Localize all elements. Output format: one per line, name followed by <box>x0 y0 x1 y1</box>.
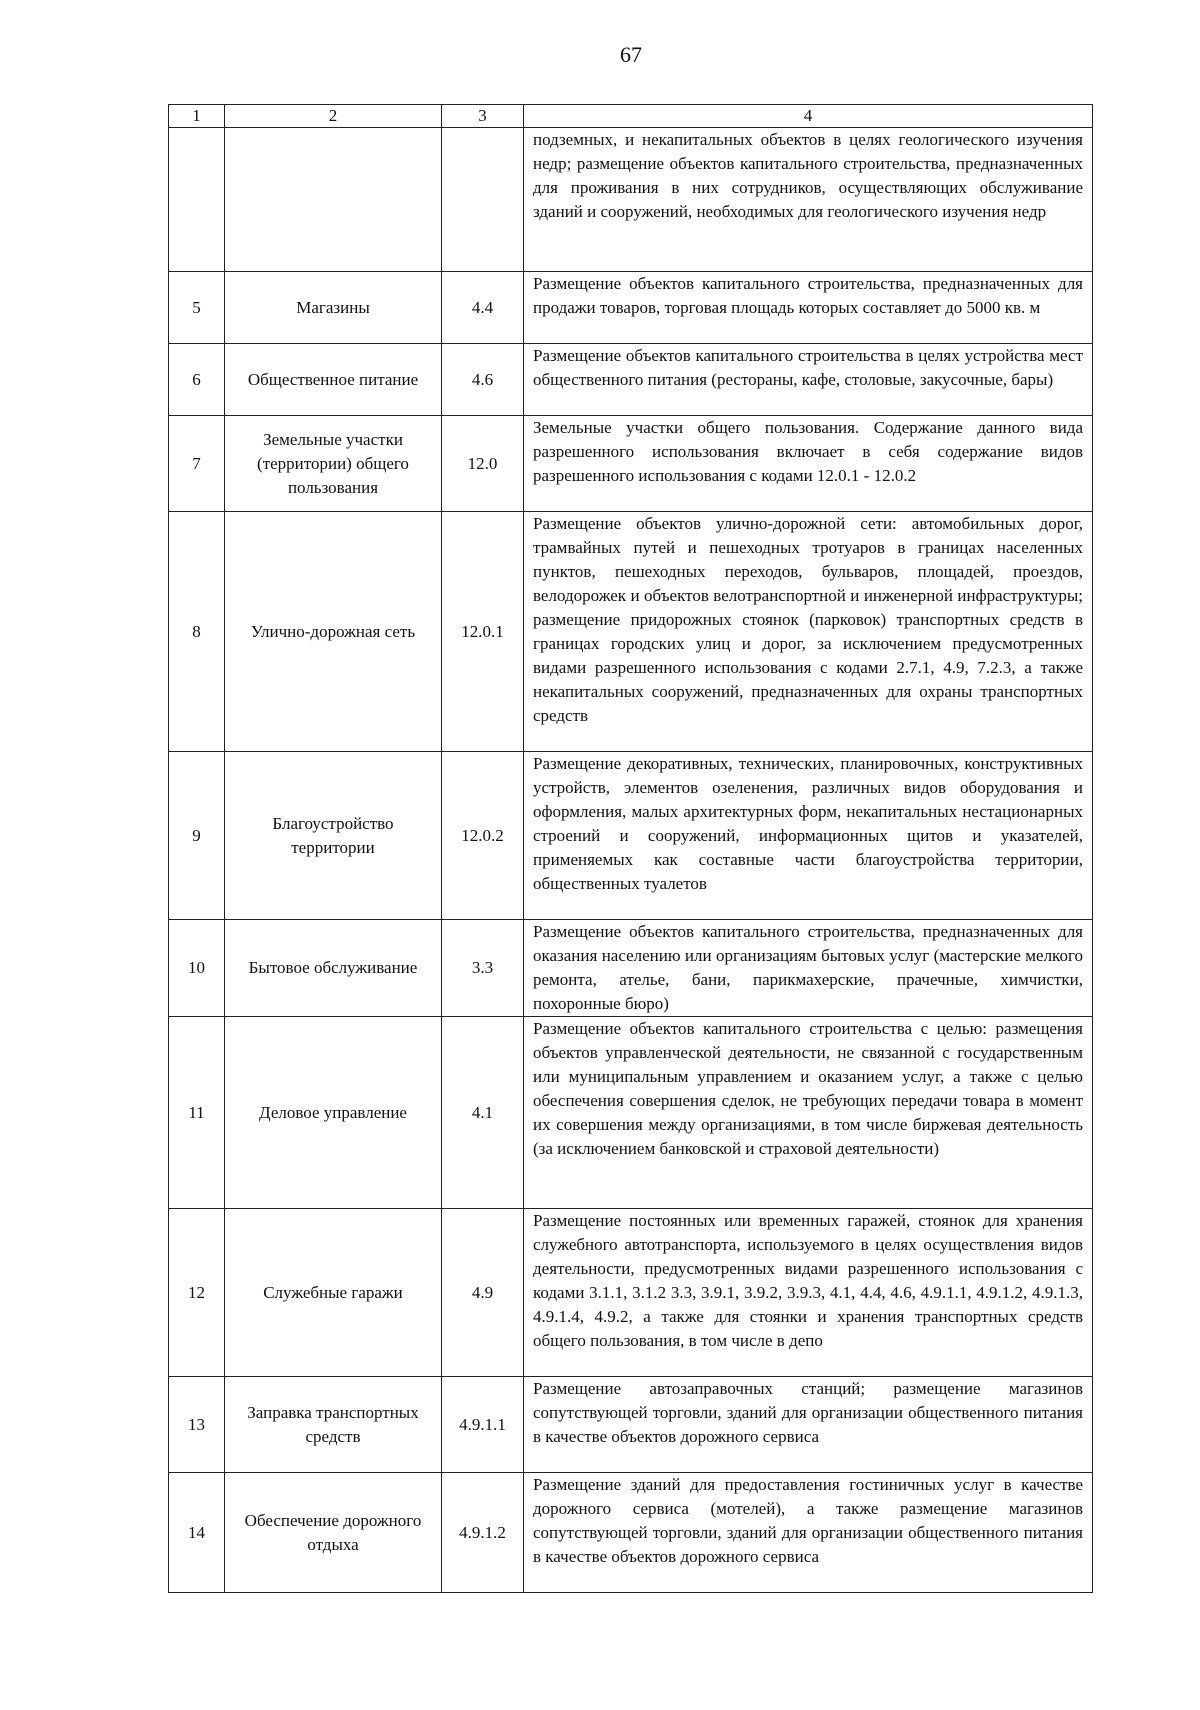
use-type-name: Магазины <box>225 272 442 344</box>
use-type-description: Размещение объектов капитального строительства, предназначенных для продажи товаров, торговая площадь которых составляет до 5000 кв. м <box>524 272 1093 344</box>
use-type-description: Размещение объектов капитального строительства с целью: размещения объектов управленческой деятельности, не связанной с государственным или муниципальным управлением и оказанием услуг, а также с целью обеспечения совершения сделок, не требующих передачи товара в момент их совершения между организациями, в том числе биржевая деятельность (за исключением банковской и страховой деятельности) <box>524 1017 1093 1209</box>
row-number: 8 <box>169 512 225 752</box>
use-type-name <box>225 128 442 272</box>
use-type-code: 12.0.1 <box>442 512 524 752</box>
use-type-name: Заправка транспортных средств <box>225 1377 442 1473</box>
row-number: 14 <box>169 1473 225 1593</box>
use-type-name: Земельные участки (территории) общего пользования <box>225 416 442 512</box>
use-type-description: Размещение объектов капитального строительства, предназначенных для оказания населению или организациям бытовых услуг (мастерские мелкого ремонта, ателье, бани, парикмахерские, прачечные, химчистки, похоронные бюро) <box>524 920 1093 1017</box>
use-type-code: 4.6 <box>442 344 524 416</box>
use-type-code: 4.9.1.2 <box>442 1473 524 1593</box>
row-number: 9 <box>169 752 225 920</box>
table-row <box>169 1209 1093 1377</box>
use-type-code: 4.1 <box>442 1017 524 1209</box>
land-use-table <box>168 104 1093 1593</box>
use-type-code: 4.9 <box>442 1209 524 1377</box>
use-type-name: Обеспечение дорожного отдыха <box>225 1473 442 1593</box>
row-number: 11 <box>169 1017 225 1209</box>
use-type-name: Благоустройство территории <box>225 752 442 920</box>
row-number: 12 <box>169 1209 225 1377</box>
use-type-description: Размещение объектов капитального строительства в целях устройства мест общественного питания (рестораны, кафе, столовые, закусочные, бары) <box>524 344 1093 416</box>
use-type-code: 12.0.2 <box>442 752 524 920</box>
row-number: 13 <box>169 1377 225 1473</box>
table-row <box>169 272 1093 344</box>
use-type-description: Размещение декоративных, технических, планировочных, конструктивных устройств, элементов озеленения, различных видов оборудования и оформления, малых архитектурных форм, некапитальных нестационарных строений и сооружений, информационных щитов и указателей, применяемых как составные части благоустройства территории, общественных туалетов <box>524 752 1093 920</box>
use-type-description: Размещение зданий для предоставления гостиничных услуг в качестве дорожного сервиса (мотелей), а также размещение магазинов сопутствующей торговли, зданий для организации общественного питания в качестве объектов дорожного сервиса <box>524 1473 1093 1593</box>
table-row <box>169 128 1093 272</box>
use-type-code: 12.0 <box>442 416 524 512</box>
use-type-name: Служебные гаражи <box>225 1209 442 1377</box>
use-type-code <box>442 128 524 272</box>
table-row <box>169 1017 1093 1209</box>
use-type-description: подземных, и некапитальных объектов в целях геологического изучения недр; размещение объектов капитального строительства, предназначенных для проживания в них сотрудников, осуществляющих обслуживание зданий и сооружений, необходимых для геологического изучения недр <box>524 128 1093 272</box>
table-header-row <box>169 105 1093 128</box>
row-number <box>169 128 225 272</box>
table-row <box>169 512 1093 752</box>
use-type-description: Размещение автозаправочных станций; размещение магазинов сопутствующей торговли, зданий для организации общественного питания в качестве объектов дорожного сервиса <box>524 1377 1093 1473</box>
use-type-name: Деловое управление <box>225 1017 442 1209</box>
table-row <box>169 752 1093 920</box>
header-col-4: 4 <box>524 105 1093 128</box>
table-row <box>169 920 1093 1017</box>
use-type-name: Бытовое обслуживание <box>225 920 442 1017</box>
use-type-code: 4.9.1.1 <box>442 1377 524 1473</box>
table-row <box>169 1377 1093 1473</box>
row-number: 5 <box>169 272 225 344</box>
table-row <box>169 344 1093 416</box>
row-number: 10 <box>169 920 225 1017</box>
row-number: 6 <box>169 344 225 416</box>
use-type-name: Общественное питание <box>225 344 442 416</box>
table-row <box>169 416 1093 512</box>
use-type-description: Земельные участки общего пользования. Содержание данного вида разрешенного использования включает в себя содержание видов разрешенного использования с кодами 12.0.1 - 12.0.2 <box>524 416 1093 512</box>
header-col-3: 3 <box>442 105 524 128</box>
use-type-code: 3.3 <box>442 920 524 1017</box>
use-type-description: Размещение постоянных или временных гаражей, стоянок для хранения служебного автотранспорта, используемого в целях осуществления видов деятельности, предусмотренных видами разрешенного использования с кодами 3.1.1, 3.1.2 3.3, 3.9.1, 3.9.2, 3.9.3, 4.1, 4.4, 4.6, 4.9.1.1, 4.9.1.2, 4.9.1.3, 4.9.1.4, 4.9.2, а также для стоянки и хранения транспортных средств общего пользования, в том числе в депо <box>524 1209 1093 1377</box>
header-col-1: 1 <box>169 105 225 128</box>
use-type-description: Размещение объектов улично-дорожной сети: автомобильных дорог, трамвайных путей и пешеходных тротуаров в границах населенных пунктов, пешеходных переходов, бульваров, площадей, проездов, велодорожек и объектов велотранспортной и инженерной инфраструктуры; размещение придорожных стоянок (парковок) транспортных средств в границах городских улиц и дорог, за исключением предусмотренных видами разрешенного использования с кодами 2.7.1, 4.9, 7.2.3, а также некапитальных сооружений, предназначенных для охраны транспортных средств <box>524 512 1093 752</box>
row-number: 7 <box>169 416 225 512</box>
header-col-2: 2 <box>225 105 442 128</box>
use-type-code: 4.4 <box>442 272 524 344</box>
page-number: 67 <box>620 42 642 67</box>
use-type-name: Улично-дорожная сеть <box>225 512 442 752</box>
table-row <box>169 1473 1093 1593</box>
